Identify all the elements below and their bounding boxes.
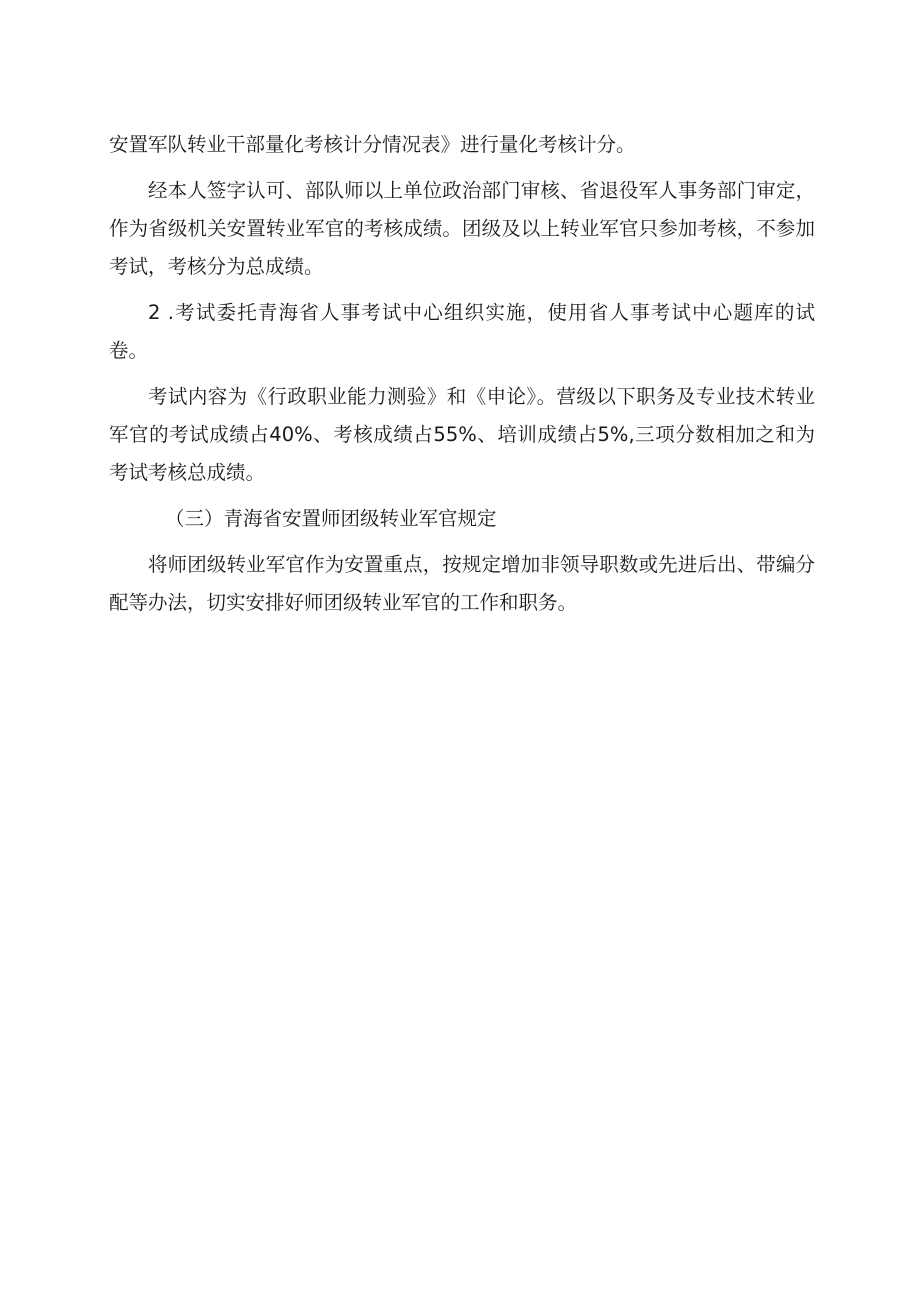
paragraph-exam-content: 考试内容为《行政职业能力测验》和《申论》。营级以下职务及专业技术转业军官的考试成绩占40%、考核成绩占55%、培训成绩占5%,三项分数相加之和为考试考核总成绩。 [109,385,815,484]
section-heading: （三）青海省安置师团级转业军官规定 [165,507,497,530]
paragraph-continued: 安置军队转业干部量化考核计分情况表》进行量化考核计分。 [109,133,636,156]
document-body [109,126,815,630]
paragraph-division-regiment: 将师团级转业军官作为安置重点，按规定增加非领导职数或先进后出、带编分配等办法，切实安排好师团级转业军官的工作和职务。 [109,553,815,614]
paragraph-exam-organization: 2 .考试委托青海省人事考试中心组织实施，使用省人事考试中心题库的试卷。 [109,301,815,362]
paragraph-assessment-review: 经本人签字认可、部队师以上单位政治部门审核、省退役军人事务部门审定，作为省级机关安置转业军官的考核成绩。团级及以上转业军官只参加考核，不参加考试，考核分为总成绩。 [109,179,815,278]
